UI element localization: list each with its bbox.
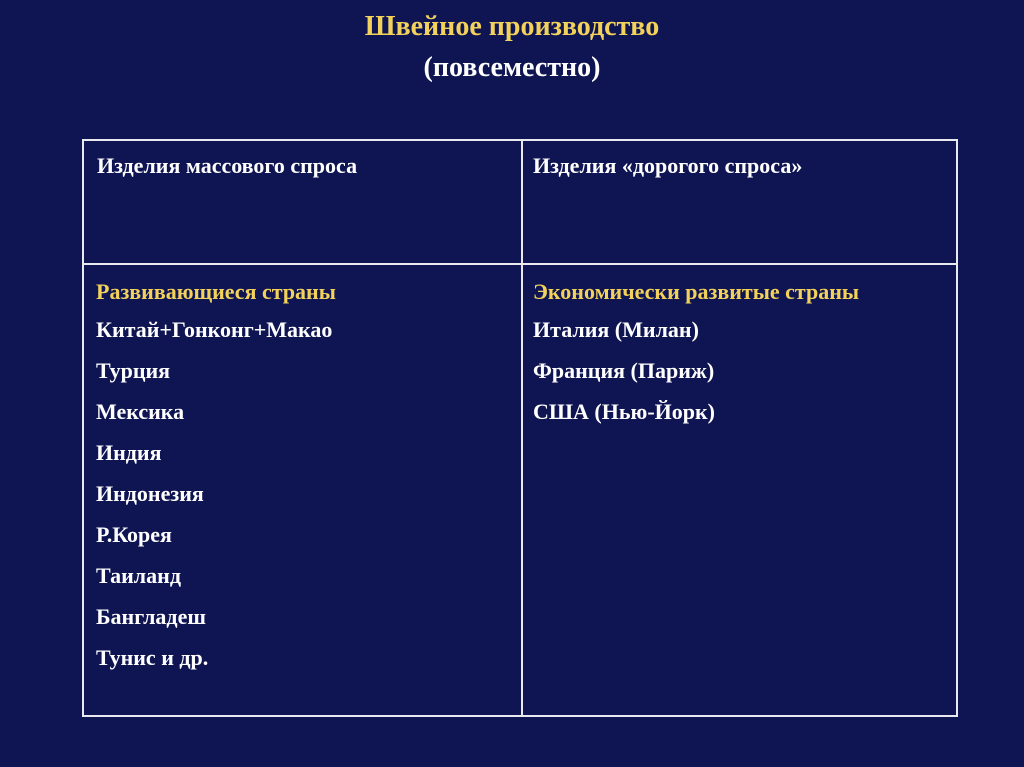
table-column-divider (521, 141, 523, 715)
table-header-mass-demand: Изделия массового спроса (97, 153, 358, 178)
list-item: Мексика (96, 399, 185, 424)
list-item: Италия (Милан) (533, 317, 699, 342)
comparison-table (82, 139, 958, 717)
list-item: Индонезия (96, 481, 204, 506)
list-item: Китай+Гонконг+Макао (96, 317, 333, 342)
developed-countries-title: Экономически развитые страны (533, 279, 860, 304)
developed-countries-column (533, 275, 943, 432)
list-item: Таиланд (96, 563, 181, 588)
list-item: Турция (96, 358, 171, 383)
developing-countries-column (96, 275, 506, 678)
list-item: Индия (96, 440, 162, 465)
table-row-divider (84, 263, 956, 265)
list-item: Р.Корея (96, 522, 172, 547)
list-item: Франция (Париж) (533, 358, 715, 383)
table-header-expensive-demand: Изделия «дорогого спроса» (533, 153, 803, 178)
list-item: Тунис и др. (96, 645, 209, 670)
developing-countries-title: Развивающиеся страны (96, 279, 336, 304)
list-item: Бангладеш (96, 604, 206, 629)
slide-title: Швейное производство (364, 11, 660, 42)
list-item: США (Нью-Йорк) (533, 399, 715, 424)
slide-subtitle: (повсеместно) (423, 52, 601, 83)
